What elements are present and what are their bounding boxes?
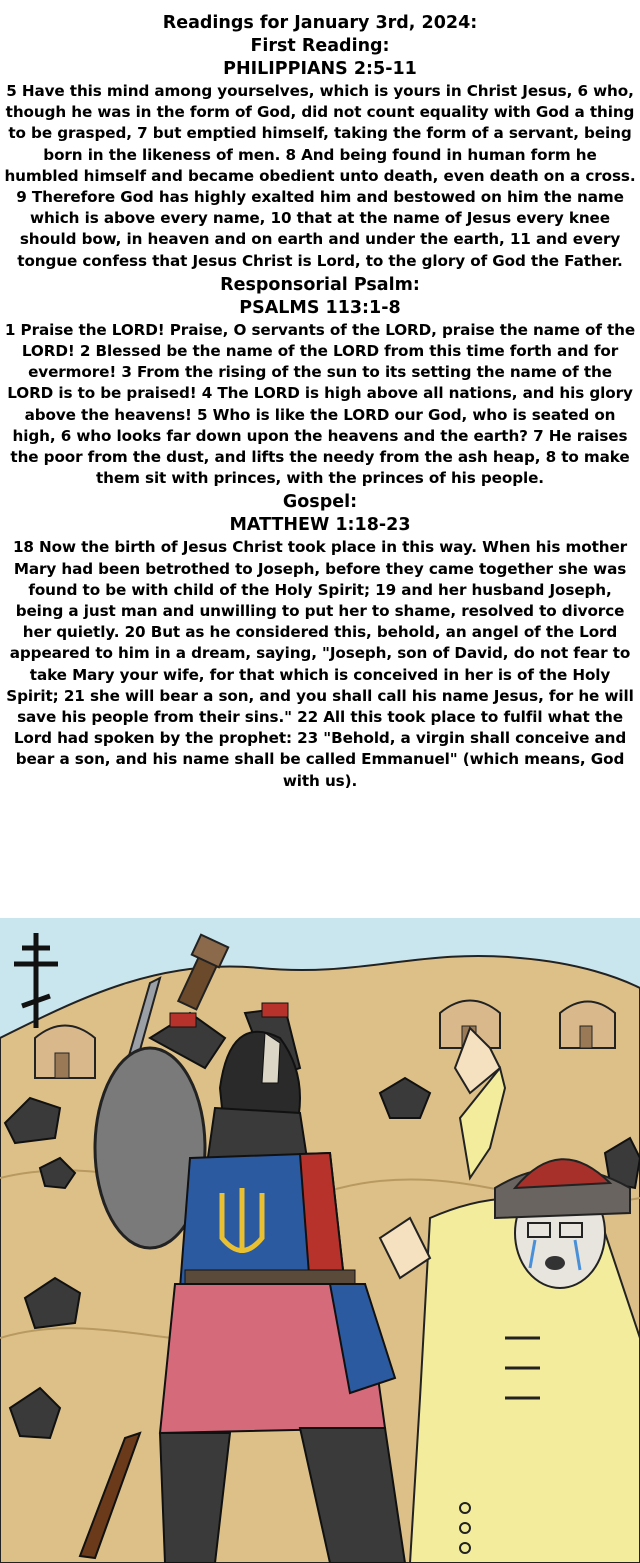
first-reading-text: 5 Have this mind among yourselves, which is yours in Christ Jesus, 6 who, though he was in the form of God, did not count equality with God a thing to be grasped, 7 but emptied himself, taking the form of a servant, being born in the likeness of men. 8 And being found in human form he humbled himself and became obedient unto death, even death on a cross. 9 Therefore God has highly exalted him and bestowed on him the name which is above every name, 10 that at the name of Jesus every knee should bow, in heaven and on earth and under the earth, 11 and every tongue confess that Jesus Christ is Lord, to the glory of God the Father. [4, 82, 636, 270]
gospel-text: 18 Now the birth of Jesus Christ took place in this way. When his mother Mary had been betrothed to Joseph, before they came together she was found to be with child of the Holy Spirit; 19 and her husband Joseph, being a just man and unwilling to put her to shame, resolved to divorce her quietly. 20 But as he considered this, behold, an angel of the Lord appeared to him in a dream, saying, "Joseph, son of David, do not fear to take Mary your wife, for that which is conceived in her is of the Holy Spirit; 21 she will bear a son, and you shall call his name Jesus, for he will save his people from their sins." 22 All this took place to fulfil what the Lord had spoken by the prophet: 23 "Behold, a virgin shall conceive and bear a son, and his name shall be called Emmanuel" (which means, God with us). [6, 538, 634, 790]
comic-illustration [0, 918, 640, 1563]
first-reading-reference: PHILIPPIANS 2:5-11 [223, 59, 417, 79]
page-title: Readings for January 3rd, 2024: [162, 13, 478, 33]
comic-svg [0, 918, 640, 1563]
first-reading-label: First Reading: [250, 36, 390, 56]
yurt-icon [560, 1002, 615, 1049]
gospel-label: Gospel: [282, 492, 358, 513]
psalm-reference: PSALMS 113:1-8 [239, 297, 401, 318]
gospel-reference: MATTHEW 1:18-23 [229, 515, 411, 536]
psalm-text: 1 Praise the LORD! Praise, O servants of the LORD, praise the name of the LORD! 2 Blessed be the name of the LORD from this time forth and for evermore! 3 From the rising of the sun to its setting the name of the LORD is to be praised! 4 The LORD is high above all nations, and his glory above the heavens! 5 Who is like the LORD our God, who is seated on high, 6 who looks far down upon the heavens and the earth? 7 He raises the poor from the dust, and lifts the needy from the ash heap, 8 to make them sit with princes, with the princes of his people. [4, 320, 636, 488]
yurt-icon [35, 1026, 95, 1079]
psalm-label: Responsorial Psalm: [220, 274, 420, 295]
